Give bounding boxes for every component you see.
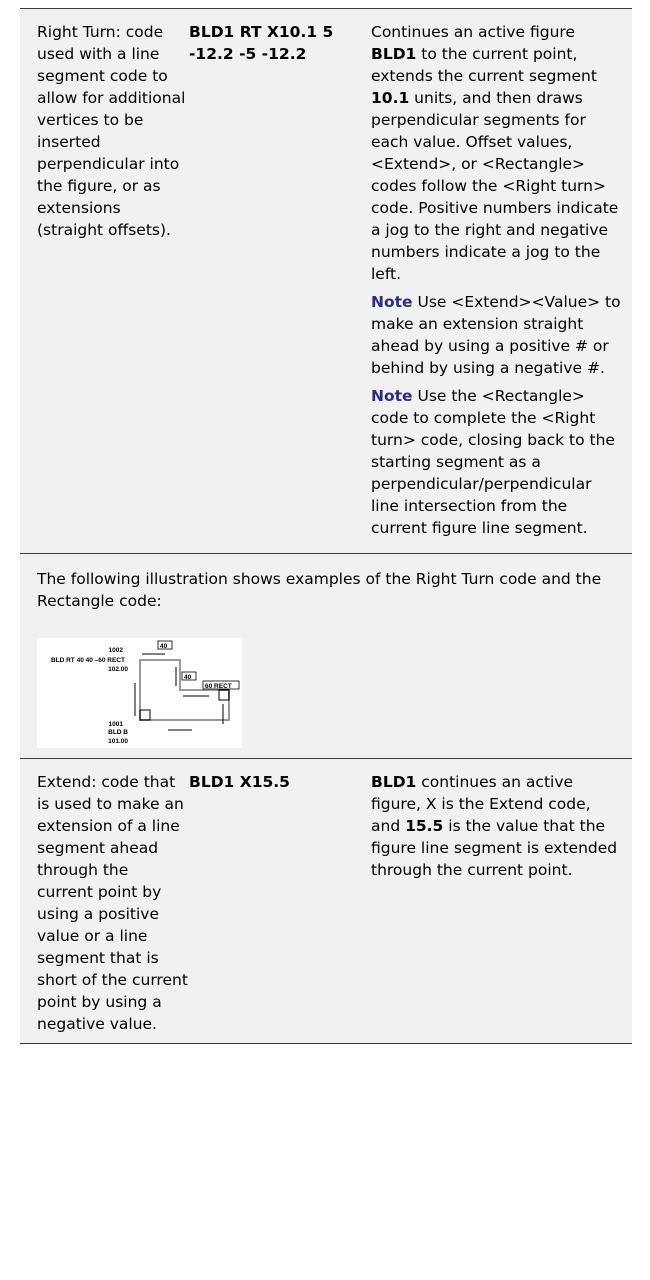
note-rectangle: Note Use the <Rectangle> code to complete the <Right turn> code, closing back to the starting segment as a perpendicular/perpendicular line intersection from the current figure line segment. (371, 387, 615, 537)
code-name: Right Turn: (37, 23, 121, 41)
example-cell: BLD1 RT X10.1 5 -12.2 -5 -12.2 (189, 23, 334, 63)
note-extend: Note Use <Extend><Value> to make an extension straight ahead by using a positive # or behind by using a negative #. (371, 293, 621, 377)
illustration-intro: The following illustration shows examples of the Right Turn code and the Rectangle code: (37, 570, 602, 610)
svg-text:BLD B: BLD B (108, 729, 128, 736)
svg-text:BLD RT 40 40 –60 RECT: BLD RT 40 40 –60 RECT (50, 657, 125, 664)
code-name: Extend: (37, 773, 97, 791)
table-row-extend (20, 759, 632, 1043)
svg-text:101.00: 101.00 (108, 738, 128, 745)
code-description: code that is used to make an extension of a line segment ahead through the current point by using a positive value or a line segment that is short of the current point by using a negative value. (37, 773, 188, 1033)
svg-text:1002: 1002 (108, 647, 123, 654)
code-name-cell (37, 771, 189, 1035)
svg-text:40: 40 (160, 643, 168, 650)
details-cell (371, 21, 621, 545)
svg-text:1001: 1001 (108, 721, 123, 728)
document-content (20, 8, 632, 1044)
svg-text:60 RECT: 60 RECT (205, 683, 232, 690)
divider (20, 1043, 632, 1044)
details-text: Continues an active figure BLD1 to the current point, extends the current segment 10.1 units, and then draws perpendicular segments for each value. Offset values, <Extend>, or <Rectangle> codes follow the <Right turn> code. Positive numbers indicate a jog to the right and negative numbers indicate a jog to the left. (371, 23, 619, 283)
code-description: code used with a line segment code to allow for additional vertices to be inserted perpendicular into the figure, or as extensions (straight offsets). (37, 23, 186, 239)
right-turn-illustration (37, 638, 242, 748)
svg-text:102.00: 102.00 (108, 666, 128, 673)
example-cell: BLD1 X15.5 (189, 773, 290, 791)
svg-text:40: 40 (184, 674, 192, 681)
table-row-right-turn (20, 9, 632, 553)
details-cell: BLD1 continues an active figure, X is the Extend code, and 15.5 is the value that the figure line segment is extended through the current point. (371, 773, 618, 879)
code-name-cell (37, 21, 189, 545)
